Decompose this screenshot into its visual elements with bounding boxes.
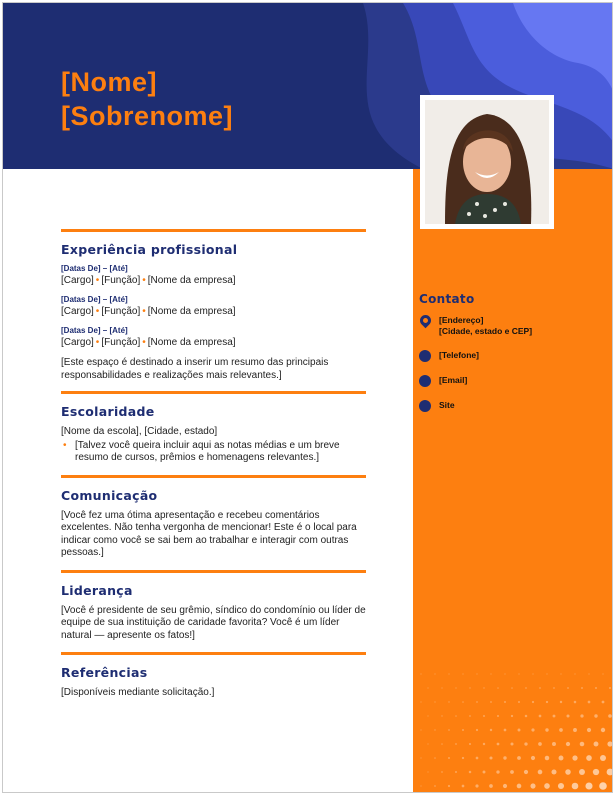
job-role: [Cargo] [61,275,94,286]
section-title: Comunicação [61,487,158,503]
separator-dot: • [95,275,100,286]
experience-section [61,232,366,382]
list-item [61,440,366,465]
first-name: [Nome] [61,67,157,97]
school-line: [Nome da escola], [Cidade, estado] [61,426,218,437]
contact-email [419,375,604,387]
site-text: Site [439,400,455,410]
communication-text: [Você fez uma ótima apresentação e recebeu comentários excelentes. Não tenha vergonha de mencionar! Este é o local para indicar como você se sai bem ao trabalhar e interagir com outras pessoas.] [61,509,357,558]
job-entry [61,326,366,349]
candidate-name [61,65,233,133]
experience-summary: [Este espaço é destinado a inserir um resumo das principais responsabilidades e realizações mais relevantes.] [61,357,329,381]
separator-dot: • [142,337,146,348]
job-role: [Cargo] [61,337,94,348]
dot-pattern [413,664,613,793]
job-dates: [Datas De] – [Até] [61,264,128,273]
contact-title: Contato [419,292,475,306]
job-company: [Nome da empresa] [147,275,236,286]
contact-site [419,400,604,412]
address-line2: [Cidade, estado e CEP] [439,326,533,336]
leadership-text: [Você é presidente de seu grêmio, síndico do condomínio ou líder de equipe de sua instituição de caridade favorita? Você é um líder natural — apresente os fatos!] [61,604,366,641]
sidebar-column [413,169,613,793]
resume-page [2,2,613,793]
job-dates: [Datas De] – [Até] [61,326,128,335]
job-entry [61,264,366,287]
job-entry [61,295,366,318]
job-function: [Função] [101,275,141,286]
section-title: Escolaridade [61,404,155,419]
job-line [61,305,366,318]
contact-section [419,292,604,425]
separator-dot: • [95,306,100,317]
last-name: [Sobrenome] [61,101,234,131]
job-company: [Nome da empresa] [147,306,236,317]
communication-section [61,478,366,560]
section-title: Experiência profissional [61,242,238,257]
job-dates: [Datas De] – [Até] [61,295,128,304]
profile-photo [420,95,554,229]
email-text: [Email] [439,375,468,385]
bullet-icon: • [63,439,67,451]
separator-dot: • [142,275,146,286]
leadership-section [61,573,366,643]
address-line1: [Endereço] [439,315,484,325]
email-icon [419,375,431,387]
separator-dot: • [95,337,100,348]
job-role: [Cargo] [61,306,94,317]
references-text: [Disponíveis mediante solicitação.] [61,687,215,698]
job-line [61,274,366,287]
job-function: [Função] [101,306,141,317]
section-title: Liderança [61,582,133,598]
job-company: [Nome da empresa] [147,337,236,348]
references-section [61,655,366,700]
location-pin-icon [418,313,434,329]
phone-text: [Telefone] [439,350,479,360]
education-section [61,394,366,465]
contact-phone [419,350,604,362]
main-content [61,229,366,700]
contact-address [419,315,604,337]
phone-icon [419,350,431,362]
job-line [61,336,366,349]
globe-icon [419,400,431,412]
education-details: [Talvez você queira incluir aqui as notas médias e um breve resumo de cursos, prêmios e homenagens relevantes.] [75,439,340,463]
section-title: Referências [61,665,148,680]
separator-dot: • [142,306,146,317]
job-function: [Função] [101,337,141,348]
